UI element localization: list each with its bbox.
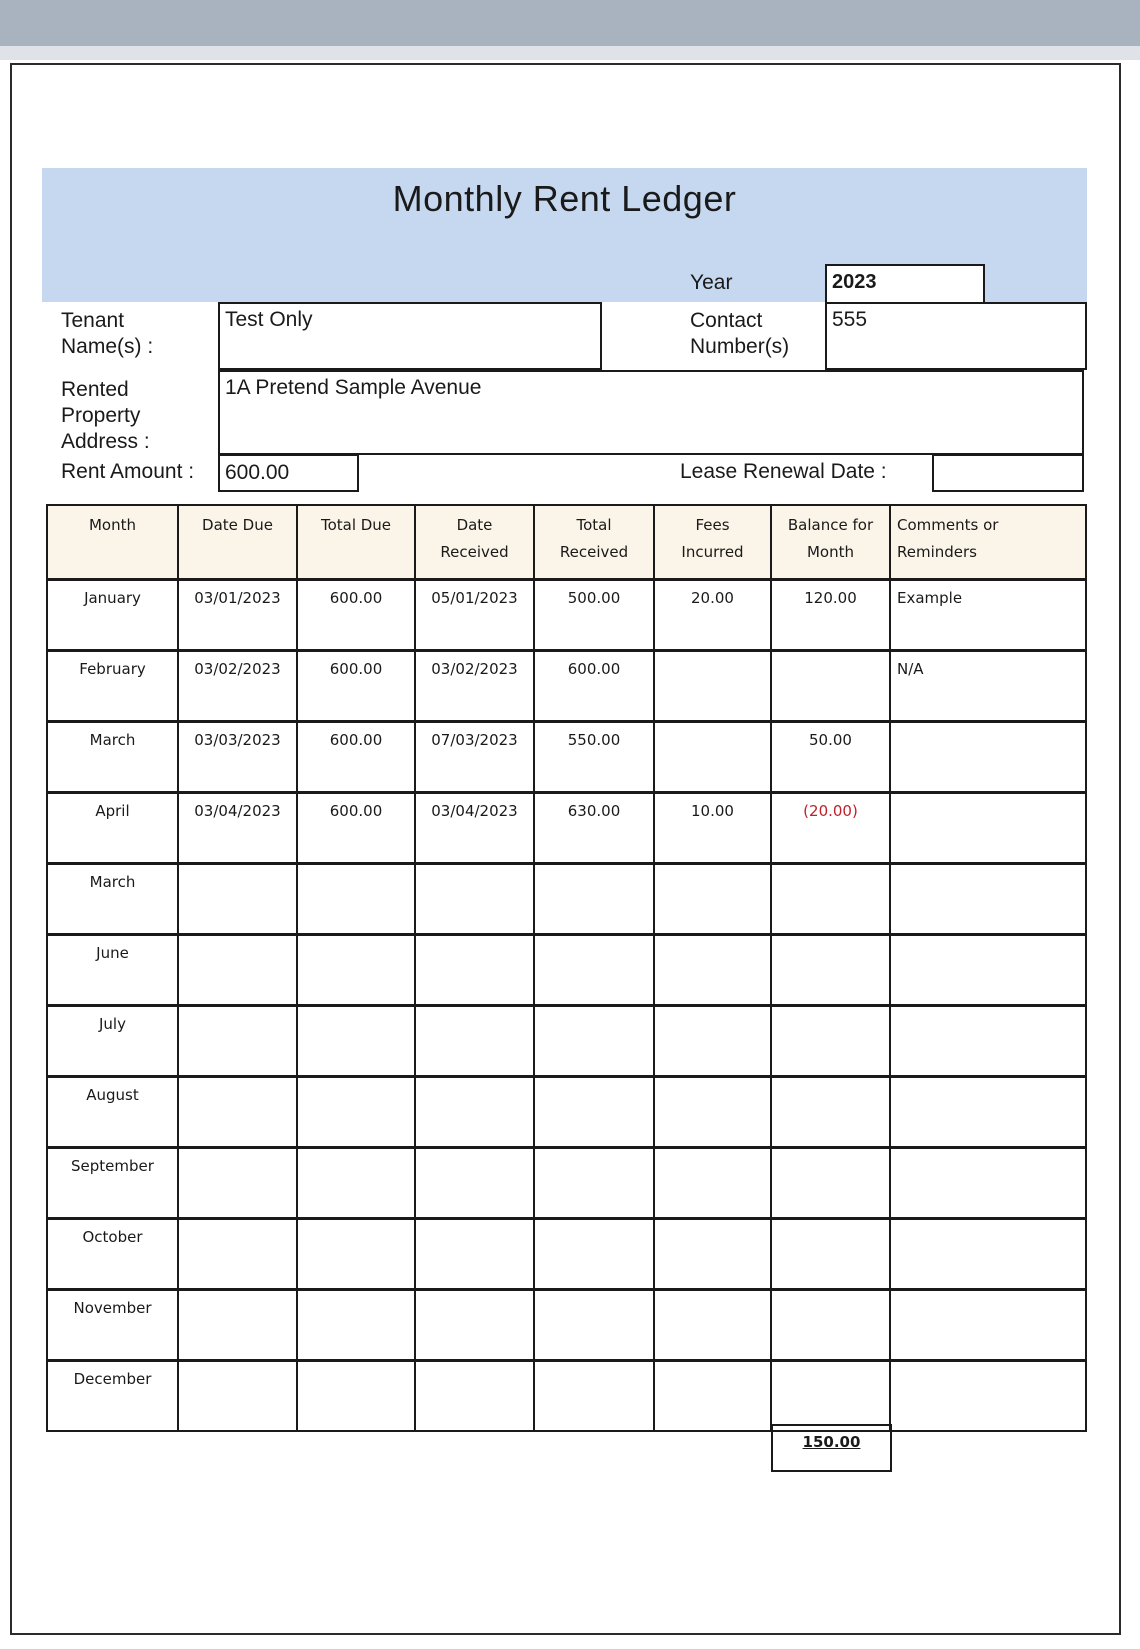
cell-total-due[interactable]: 600.00 xyxy=(297,579,415,650)
tenant-name-field[interactable]: Test Only xyxy=(218,302,602,370)
cell-total-due[interactable] xyxy=(297,1147,415,1218)
tenant-label-line2: Name(s) : xyxy=(61,335,154,358)
table-row xyxy=(47,792,1086,863)
cell-comments[interactable] xyxy=(890,1289,1086,1360)
cell-date-due[interactable] xyxy=(178,863,297,934)
col-header-date-received: Date Received xyxy=(415,505,534,579)
col-header-total-received: Total Received xyxy=(534,505,654,579)
cell-total-received[interactable] xyxy=(534,1360,654,1431)
cell-date-due[interactable]: 03/02/2023 xyxy=(178,650,297,721)
cell-balance[interactable] xyxy=(771,863,890,934)
cell-total-due[interactable] xyxy=(297,1076,415,1147)
cell-balance[interactable] xyxy=(771,1289,890,1360)
contact-label-line1: Contact xyxy=(690,309,763,332)
address-label-line2: Property xyxy=(61,404,141,427)
col-header-comments: Comments or Reminders xyxy=(890,505,1086,579)
address-label-line3: Address : xyxy=(61,430,150,453)
cell-date-received[interactable] xyxy=(415,1218,534,1289)
table-row xyxy=(47,1360,1086,1431)
cell-date-received[interactable] xyxy=(415,1076,534,1147)
cell-total-received[interactable] xyxy=(534,1005,654,1076)
cell-total-received[interactable] xyxy=(534,1147,654,1218)
cell-total-received[interactable]: 600.00 xyxy=(534,650,654,721)
cell-comments[interactable]: N/A xyxy=(890,650,1086,721)
cell-date-due[interactable] xyxy=(178,1147,297,1218)
cell-total-received[interactable] xyxy=(534,1218,654,1289)
table-header-row xyxy=(47,505,1086,579)
cell-date-received[interactable]: 03/02/2023 xyxy=(415,650,534,721)
cell-total-received[interactable]: 500.00 xyxy=(534,579,654,650)
cell-fees-incurred[interactable]: 20.00 xyxy=(654,579,771,650)
cell-date-due[interactable] xyxy=(178,1360,297,1431)
table-row xyxy=(47,1076,1086,1147)
cell-date-received[interactable] xyxy=(415,934,534,1005)
cell-total-due[interactable] xyxy=(297,1218,415,1289)
lease-renewal-label: Lease Renewal Date : xyxy=(680,460,887,483)
ruler-strip xyxy=(0,46,1140,60)
col-header-date-due: Date Due xyxy=(178,505,297,579)
cell-balance[interactable] xyxy=(771,1076,890,1147)
cell-date-received[interactable] xyxy=(415,1147,534,1218)
cell-comments[interactable] xyxy=(890,1360,1086,1431)
cell-date-received[interactable]: 03/04/2023 xyxy=(415,792,534,863)
cell-total-received[interactable] xyxy=(534,1076,654,1147)
cell-date-due[interactable] xyxy=(178,934,297,1005)
cell-total-due[interactable] xyxy=(297,1289,415,1360)
cell-date-received[interactable]: 07/03/2023 xyxy=(415,721,534,792)
cell-month[interactable]: October xyxy=(47,1218,178,1289)
contact-number-field[interactable]: 555 xyxy=(825,302,1087,370)
total-balance-box: 150.00 xyxy=(771,1424,892,1472)
cell-balance[interactable] xyxy=(771,650,890,721)
cell-balance[interactable] xyxy=(771,1005,890,1076)
cell-date-due[interactable]: 03/01/2023 xyxy=(178,579,297,650)
cell-balance[interactable]: 120.00 xyxy=(771,579,890,650)
cell-total-received[interactable]: 630.00 xyxy=(534,792,654,863)
cell-total-due[interactable] xyxy=(297,934,415,1005)
cell-month[interactable]: September xyxy=(47,1147,178,1218)
table-row xyxy=(47,1218,1086,1289)
cell-date-due[interactable] xyxy=(178,1218,297,1289)
cell-month[interactable]: April xyxy=(47,792,178,863)
cell-total-due[interactable]: 600.00 xyxy=(297,721,415,792)
cell-date-due[interactable]: 03/04/2023 xyxy=(178,792,297,863)
cell-date-received[interactable] xyxy=(415,1005,534,1076)
cell-comments[interactable] xyxy=(890,1076,1086,1147)
year-field[interactable]: 2023 xyxy=(825,264,985,304)
rent-amount-field[interactable]: 600.00 xyxy=(218,454,359,492)
cell-comments[interactable] xyxy=(890,863,1086,934)
page-title: Monthly Rent Ledger xyxy=(392,178,737,219)
cell-total-due[interactable]: 600.00 xyxy=(297,792,415,863)
cell-total-received[interactable] xyxy=(534,863,654,934)
table-row xyxy=(47,721,1086,792)
cell-month[interactable]: December xyxy=(47,1360,178,1431)
table-row xyxy=(47,650,1086,721)
table-row xyxy=(47,863,1086,934)
rent-ledger-table xyxy=(46,504,1087,1432)
cell-balance[interactable] xyxy=(771,1218,890,1289)
lease-renewal-field[interactable] xyxy=(932,454,1084,492)
cell-fees-incurred[interactable] xyxy=(654,934,771,1005)
col-header-total-due: Total Due xyxy=(297,505,415,579)
cell-month[interactable]: June xyxy=(47,934,178,1005)
cell-month[interactable]: March xyxy=(47,863,178,934)
cell-comments[interactable] xyxy=(890,792,1086,863)
cell-comments[interactable]: Example xyxy=(890,579,1086,650)
cell-date-due[interactable]: 03/03/2023 xyxy=(178,721,297,792)
col-header-month: Month xyxy=(47,505,178,579)
cell-total-due[interactable] xyxy=(297,863,415,934)
cell-comments[interactable] xyxy=(890,1005,1086,1076)
cell-month[interactable]: November xyxy=(47,1289,178,1360)
cell-fees-incurred[interactable] xyxy=(654,1076,771,1147)
cell-fees-incurred[interactable] xyxy=(654,863,771,934)
property-address-field[interactable]: 1A Pretend Sample Avenue xyxy=(218,370,1084,455)
cell-fees-incurred[interactable] xyxy=(654,1147,771,1218)
tenant-label-line1: Tenant xyxy=(61,309,125,332)
cell-fees-incurred[interactable] xyxy=(654,650,771,721)
cell-comments[interactable] xyxy=(890,934,1086,1005)
cell-total-due[interactable] xyxy=(297,1360,415,1431)
cell-fees-incurred[interactable] xyxy=(654,1005,771,1076)
cell-balance[interactable] xyxy=(771,934,890,1005)
col-header-fees-incurred: Fees Incurred xyxy=(654,505,771,579)
cell-comments[interactable] xyxy=(890,1147,1086,1218)
cell-comments[interactable] xyxy=(890,721,1086,792)
table-row xyxy=(47,1289,1086,1360)
cell-fees-incurred[interactable] xyxy=(654,721,771,792)
table-row xyxy=(47,579,1086,650)
cell-month[interactable]: March xyxy=(47,721,178,792)
cell-balance[interactable] xyxy=(771,1147,890,1218)
cell-balance[interactable]: 50.00 xyxy=(771,721,890,792)
contact-label-line2: Number(s) xyxy=(690,335,790,358)
cell-month[interactable]: February xyxy=(47,650,178,721)
cell-date-received[interactable]: 05/01/2023 xyxy=(415,579,534,650)
cell-comments[interactable] xyxy=(890,1218,1086,1289)
table-row xyxy=(47,934,1086,1005)
cell-month[interactable]: January xyxy=(47,579,178,650)
col-header-balance: Balance for Month xyxy=(771,505,890,579)
cell-date-received[interactable] xyxy=(415,863,534,934)
cell-total-due[interactable]: 600.00 xyxy=(297,650,415,721)
cell-month[interactable]: August xyxy=(47,1076,178,1147)
cell-date-due[interactable] xyxy=(178,1005,297,1076)
table-row xyxy=(47,1147,1086,1218)
cell-fees-incurred[interactable]: 10.00 xyxy=(654,792,771,863)
cell-date-due[interactable] xyxy=(178,1289,297,1360)
cell-balance[interactable] xyxy=(771,1360,890,1431)
cell-date-received[interactable] xyxy=(415,1289,534,1360)
cell-fees-incurred[interactable] xyxy=(654,1289,771,1360)
cell-total-received[interactable] xyxy=(534,1289,654,1360)
year-label: Year xyxy=(690,271,733,294)
cell-fees-incurred[interactable] xyxy=(654,1218,771,1289)
cell-total-due[interactable] xyxy=(297,1005,415,1076)
table-row xyxy=(47,1005,1086,1076)
cell-date-received[interactable] xyxy=(415,1360,534,1431)
cell-total-received[interactable]: 550.00 xyxy=(534,721,654,792)
cell-month[interactable]: July xyxy=(47,1005,178,1076)
cell-date-due[interactable] xyxy=(178,1076,297,1147)
cell-total-received[interactable] xyxy=(534,934,654,1005)
address-label-line1: Rented xyxy=(61,378,129,401)
cell-balance[interactable]: (20.00) xyxy=(771,792,890,863)
cell-fees-incurred[interactable] xyxy=(654,1360,771,1431)
app-toolbar-area xyxy=(0,0,1140,46)
rent-amount-label: Rent Amount : xyxy=(61,460,195,483)
